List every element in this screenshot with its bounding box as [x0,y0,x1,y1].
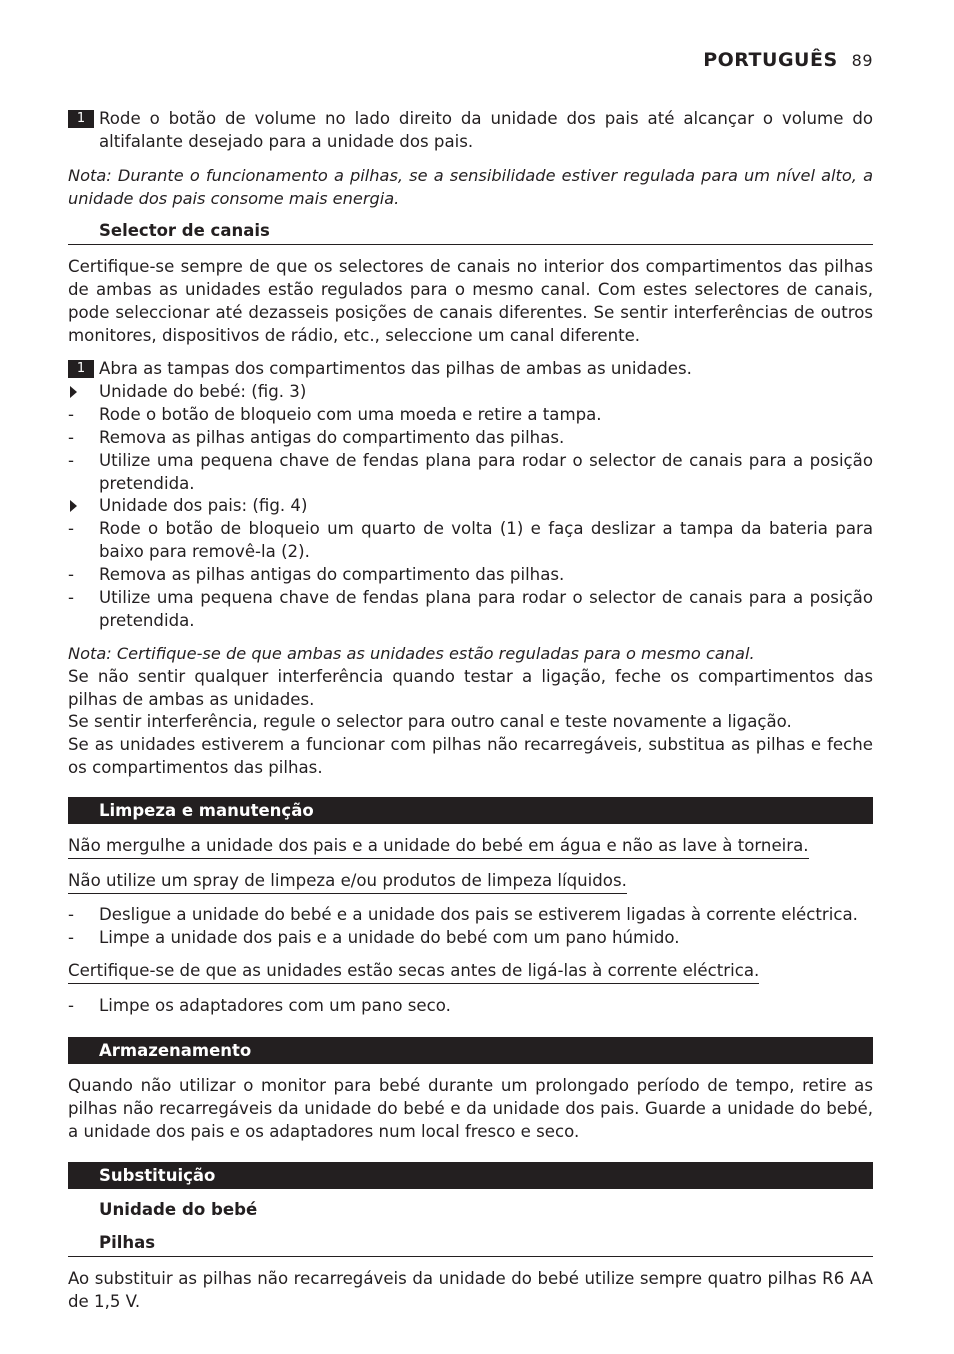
list-item: - Limpe a unidade dos pais e a unidade do bebé com um pano húmido. [68,928,680,947]
list-item: - Rode o botão de bloqueio com uma moeda e retire a tampa. [68,405,602,424]
list-item: - Remova as pilhas antigas do compartimento das pilhas. [68,428,565,447]
section-heading-channel: Selector de canais [68,220,873,245]
note-channel: Nota: Certifique-se de que ambas as unidades estão reguladas para o mesmo canal. [68,644,755,663]
cleaning-last-step [68,994,873,1017]
channel-para-3: Se as unidades estiverem a funcionar com pilhas não recarregáveis, substitua as pilhas e feche os compartimentos das pilhas. [68,735,873,777]
cleaning-steps-list [68,903,873,949]
section-heading-cleaning: Limpeza e manutenção [68,797,873,824]
channel-intro: Certifique-se sempre de que os selectores de canais no interior dos compartimentos das pilhas de ambas as unidades estão regulados para o mesmo canal. Com estes selectores de canais, pode seleccionar até dezasseis posições de canais diferentes. Se sentir interferências de outros monitores, dispositivos de rádio, etc., seleccione um canal diferente. [68,257,873,345]
page-number: 89 [851,51,873,70]
step-text: Rode o botão de volume no lado direito da unidade dos pais até alcançar o volume do altifalante desejado para a unidade dos pais. [99,109,873,151]
subheading-batteries: Pilhas [68,1232,873,1257]
storage-text: Quando não utilizar o monitor para bebé durante um prolongado período de tempo, retire as pilhas não recarregáveis da unidade do bebé e da unidade dos pais. Guarde a unidade do bebé, a unidade dos pais e os adaptadores num local fresco e seco. [68,1076,873,1141]
replacement-text: Ao substituir as pilhas não recarregáveis da unidade do bebé utilize sempre quatro pilhas R6 AA de 1,5 V. [68,1269,873,1311]
section-heading-replacement: Substituição [68,1162,873,1189]
baby-unit-label: Unidade do bebé: (fig. 3) [68,380,873,403]
warning-dry: Certifique-se de que as unidades estão secas antes de ligá-las à corrente eléctrica. [68,959,759,984]
list-item: - Limpe os adaptadores com um pano seco. [68,996,451,1015]
list-item: - Remova as pilhas antigas do compartimento das pilhas. [68,565,565,584]
list-item: - Desligue a unidade do bebé e a unidade dos pais se estiverem ligadas à corrente eléctrica. [68,905,858,924]
list-item: - Utilize uma pequena chave de fendas plana para rodar o selector de canais para a posição pretendida. [68,588,873,630]
section-heading-storage: Armazenamento [68,1037,873,1064]
step-number: 1 [68,360,94,378]
baby-steps-list [68,403,873,495]
channel-para-1: Se não sentir qualquer interferência quando testar a ligação, feche os compartimentos das pilhas de ambas as unidades. [68,667,873,709]
parent-steps-list [68,517,873,632]
subheading-baby-unit: Unidade do bebé [99,1200,258,1219]
page-header [703,49,873,71]
channel-para-2: Se sentir interferência, regule o selector para outro canal e teste novamente a ligação. [68,712,792,731]
list-item: - Utilize uma pequena chave de fendas plana para rodar o selector de canais para a posição pretendida. [68,451,873,493]
step-text: Abra as tampas dos compartimentos das pilhas de ambas as unidades. [99,359,692,378]
warning-spray: Não utilize um spray de limpeza e/ou produtos de limpeza líquidos. [68,869,627,894]
parent-unit-label: Unidade dos pais: (fig. 4) [68,494,873,517]
channel-step-1 [68,357,873,380]
warning-water: Não mergulhe a unidade dos pais e a unidade do bebé em água e não as lave à torneira. [68,834,809,859]
language-label: PORTUGUÊS [703,49,838,71]
step-volume [68,107,873,153]
note-battery: Nota: Durante o funcionamento a pilhas, se a sensibilidade estiver regulada para um nível alto, a unidade dos pais consome mais energia. [68,166,873,208]
list-item: - Rode o botão de bloqueio um quarto de volta (1) e faça deslizar a tampa da bateria para baixo para removê-la (2). [68,519,873,561]
arrow-bullet-icon [70,500,77,512]
step-number: 1 [68,110,94,128]
arrow-bullet-icon [70,386,77,398]
